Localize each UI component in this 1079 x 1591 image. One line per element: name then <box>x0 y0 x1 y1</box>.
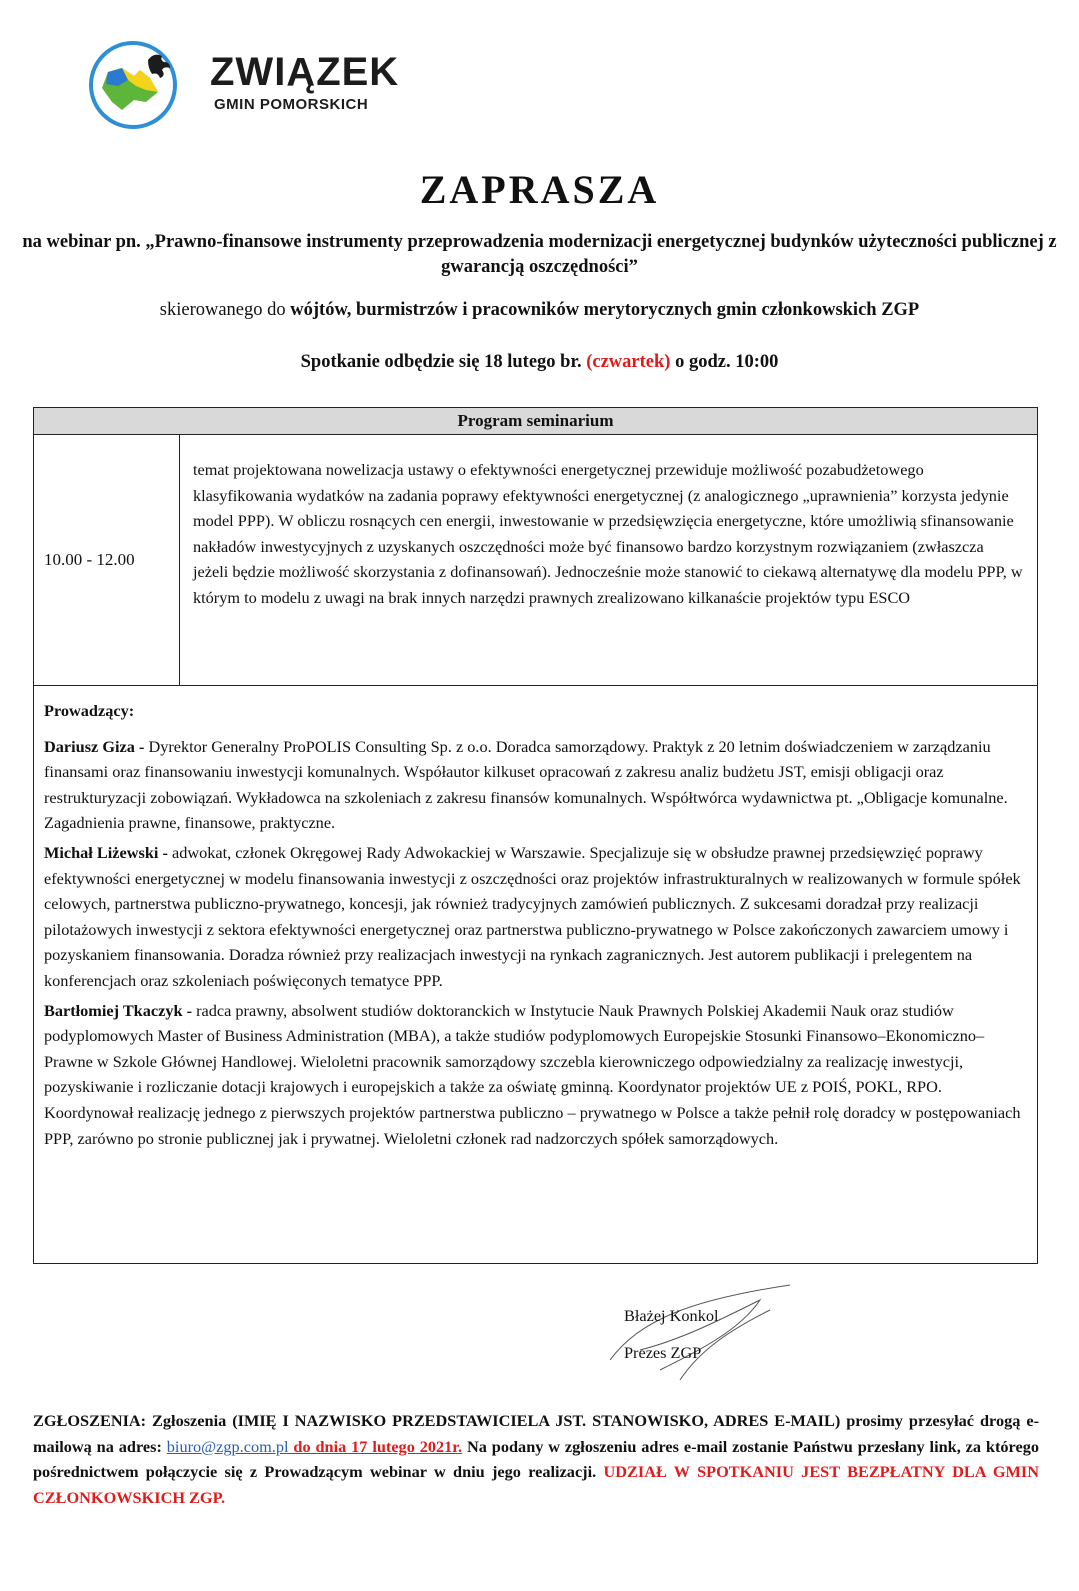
audience-prefix: skierowanego do <box>159 300 291 320</box>
leader-bio: Dyrektor Generalny ProPOLIS Consulting Sp. z o.o. Doradca samorządowy. Praktyk z 20 letnim doświadczeniem w zarządzaniu finansami oraz finansowaniu inwestycji komunalnych. Współautor kilkuset opracowań z zakresu analiz budżetu JST, emisji obligacji oraz restrukturyzacji zobowiązań. Wykładowca na szkoleniach z zakresu finansów komunalnych. Współtwórca wydawnictwa pt. „Obligacje komunalne. Zagadnienia prawne, finansowe, praktyczne. <box>44 736 1008 833</box>
audience-groups: wójtów, burmistrzów i pracowników merytorycznych gmin członkowskich ZGP <box>290 300 920 320</box>
registration-deadline: do dnia 17 lutego 2021r. <box>288 1436 463 1456</box>
webinar-title <box>20 230 1059 280</box>
leaders-header: Prowadzący: <box>44 701 135 720</box>
registration-info <box>33 1408 1039 1510</box>
signatory-name: Błażej Konkol <box>624 1306 719 1325</box>
meeting-time: o godz. 10:00 <box>670 352 779 372</box>
program-time <box>34 435 180 685</box>
zgp-logo <box>88 40 408 130</box>
registration-details: Na podany w zgłoszeniu adres e-mail zostanie Państwu przesłany link, za którego pośrednictwem połączycie się z Prowadzącym webinar w dniu jego realizacji. <box>33 1436 1039 1482</box>
leader-lizewski <box>44 840 1025 994</box>
logo-subtitle: GMIN POMORSKICH <box>214 96 369 113</box>
registration-intro: ZGŁOSZENIA: Zgłoszenia (IMIĘ I NAZWISKO PRZEDSTAWICIELA JST. STANOWISKO, ADRES E-MAIL) prosimy przesyłać drogą e-mailową na adres: <box>33 1411 1039 1456</box>
page-title: ZAPRASZA <box>419 167 660 212</box>
webinar-prefix: na webinar pn. <box>22 232 146 252</box>
meeting-prefix: Spotkanie odbędzie się 18 lutego br. <box>300 352 587 372</box>
row-divider <box>34 685 1037 686</box>
leader-name: Michał Liżewski - <box>44 842 172 862</box>
leaders-section <box>44 698 1025 1155</box>
logo-title: ZWIĄZEK <box>210 50 400 94</box>
program-description: temat projektowana nowelizacja ustawy o efektywności energetycznej przewiduje możliwość pozabudżetowego klasyfikowania wydatków na zadania poprawy efektywności energetycznej (z analogicznego „uprawnienia” korzysta jedynie model PPP). W obliczu rosnących cen energii, inwestowanie w przedsięwzięcia energetyczne, które umożliwią sfinansowanie nakładów inwestycyjnych z uzyskanych oszczędności może być finansowo bardzo korzystnym rozwiązaniem (zwłaszcza jeżeli będzie możliwość skorzystania z dofinansowań). Jednocześnie może stanowić to ciekawą alternatywę dla modelu PPP, w którym to modelu z uwagi na brak innych narzędzi prawnych zrealizowano kilkanaście projektów typu ESCO <box>193 460 1023 607</box>
leader-bio: adwokat, członek Okręgowej Rady Adwokackiej w Warszawie. Specjalizuje się w obsłudze prawnej przedsięwzięć poprawy efektywności energetycznej w modelu finansowania inwestycji z oszczędności oraz projektów infrastrukturalnych w realizowanych w formule spółek celowych, partnerstwa publiczno-prywatnego, koncesji, jak również tradycyjnych zamówień publicznych. Z sukcesami doradzał przy realizacji pilotażowych inwestycji z sektora efektywności energetycznej oraz partnerstwa publiczno-prywatnego w Polsce zakończonych zawarciem umowy i pozyskaniem finansowania. Doradza również przy realizacjach inwestycji na rynkach zagranicznych. Jest autorem publikacji i prelegentem na konferencjach oraz szkoleniach poświęconych tematyce PPP. <box>44 842 1021 990</box>
webinar-name: „Prawno-finansowe instrumenty przeprowadzenia modernizacji energetycznej budynków użyteczności publicznej z gwarancją oszczędności” <box>145 232 1057 277</box>
program-table <box>33 407 1038 1264</box>
signature-block <box>600 1280 800 1390</box>
email-link[interactable]: biuro@zgp.com.pl <box>166 1436 289 1456</box>
leader-tkaczyk <box>44 998 1025 1152</box>
free-participation-note: UDZIAŁ W SPOTKANIU JEST BEZPŁATNY DLA GMIN CZŁONKOWSKICH ZGP. <box>33 1462 1039 1507</box>
meeting-day: (czwartek) <box>586 352 671 372</box>
leader-bio: radca prawny, absolwent studiów doktoranckich w Instytucie Nauk Prawnych Polskiej Akademii Nauk oraz studiów podyplomowych Master of Business Administration (MBA), a także studiów podyplomowych Europejskie Stosunki Finansowo–Ekonomiczno–Prawne w Szkole Głównej Handlowej. Wieloletni pracownik samorządowy szczebla kierowniczego odpowiedzialny za realizację inwestycji, pozyskiwanie i rozliczanie dotacji krajowych i europejskich a także za oświatę gminną. Koordynator projektów UE z POIŚ, POKL, RPO. Koordynował realizację jednego z pierwszych projektów partnerstwa publiczno – prywatnego w Polsce a także pełnił rolę doradcy w postępowaniach PPP, zarówno po stronie publicznej jak i prywatnej. Wieloletni członek rad nadzorczych spółek samorządowych. <box>44 1000 1021 1148</box>
leader-name: Bartłomiej Tkaczyk - <box>44 1000 197 1020</box>
audience-line <box>20 300 1059 321</box>
leader-name: Dariusz Giza - <box>44 736 149 756</box>
leader-giza <box>44 734 1025 836</box>
program-time-text: 10.00 - 12.00 <box>44 550 135 569</box>
handwritten-signature-icon <box>600 1280 800 1390</box>
meeting-date <box>20 352 1059 373</box>
signatory-role: Prezes ZGP <box>624 1343 702 1362</box>
logo-emblem-icon <box>88 40 188 130</box>
program-header: Program seminarium <box>34 408 1037 435</box>
